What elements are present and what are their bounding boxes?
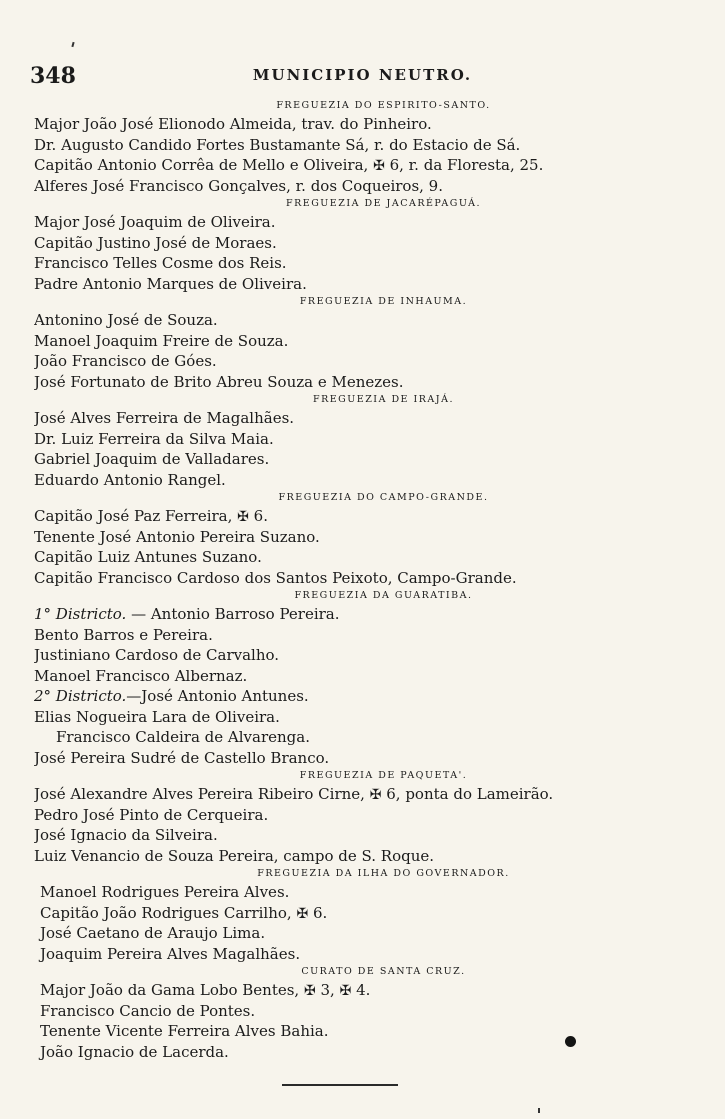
entry-line bbox=[34, 1021, 703, 1042]
entry-text: Capitão Antonio Corrêa de Mello e Oliveira, bbox=[34, 156, 369, 174]
running-title: MUNICIPIO NEUTRO. bbox=[252, 66, 473, 84]
entry-tail: 4. bbox=[356, 981, 371, 999]
entry-text: José Alexandre Alves Pereira Ribeiro Cirne, bbox=[34, 785, 365, 803]
entry-text: Pedro José Pinto de Cerqueira. bbox=[34, 805, 269, 824]
entry-line bbox=[34, 825, 703, 846]
entry-line bbox=[34, 310, 703, 331]
section-heading: FREGUEZIA DA ILHA DO GOVERNADOR. bbox=[257, 868, 510, 879]
entry-tail: 6. bbox=[313, 903, 328, 922]
entry-line bbox=[34, 547, 703, 568]
entry-text: Eduardo Antonio Rangel. bbox=[34, 470, 226, 489]
entry-line bbox=[34, 274, 703, 295]
entry-text: Manoel Francisco Albernaz. bbox=[34, 666, 248, 685]
footer-rule bbox=[282, 1084, 398, 1086]
entry-text: Capitão José Paz Ferreira, bbox=[34, 507, 233, 525]
entry-text: Capitão João Rodrigues Carrilho, bbox=[40, 903, 292, 922]
entry-line bbox=[34, 686, 703, 707]
entry-line bbox=[34, 805, 703, 826]
entry-line bbox=[34, 980, 703, 1001]
entry-line bbox=[34, 625, 703, 646]
entry-line bbox=[34, 784, 703, 805]
section-heading: FREGUEZIA DO CAMPO-GRANDE. bbox=[278, 492, 489, 503]
entry-text: Francisco Caldeira de Alvarenga. bbox=[56, 728, 310, 746]
entry-line bbox=[34, 604, 703, 625]
entry-text: José Ignacio da Silveira. bbox=[34, 826, 218, 844]
order-insignia-icon: ✠ bbox=[369, 787, 382, 803]
entry-line bbox=[34, 429, 703, 450]
entry-text: João Francisco de Góes. bbox=[34, 352, 217, 370]
entry-text: Tenente Vicente Ferreira Alves Bahia. bbox=[40, 1022, 329, 1040]
entry-text: — Antonio Barroso Pereira. bbox=[126, 605, 340, 623]
entry-line bbox=[34, 331, 703, 352]
entry-line bbox=[34, 944, 703, 965]
entry-tail: 3, bbox=[320, 981, 335, 999]
entry-text: Major João da Gama Lobo Bentes, bbox=[40, 981, 300, 999]
entry-text: Dr. Luiz Ferreira da Silva Maia. bbox=[34, 429, 274, 448]
entry-text: Francisco Cancio de Pontes. bbox=[40, 1001, 256, 1020]
page-body bbox=[34, 98, 703, 1062]
section-heading: CURATO DE SANTA CRUZ. bbox=[301, 966, 466, 977]
entry-text: Capitão Luiz Antunes Suzano. bbox=[34, 548, 262, 566]
entry-text: Manoel Joaquim Freire de Souza. bbox=[34, 331, 289, 350]
entry-text: —José Antonio Antunes. bbox=[126, 687, 309, 705]
entry-text: Bento Barros e Pereira. bbox=[34, 625, 213, 644]
entry-text: Alferes José Francisco Gonçalves, r. dos Coqueiros, 9. bbox=[34, 176, 443, 195]
entry-text: José Fortunato de Brito Abreu Souza e Menezes. bbox=[34, 372, 404, 391]
entry-tail: 6, r. da Floresta, 25. bbox=[389, 156, 544, 174]
order-insignia-icon: ✠ bbox=[373, 158, 385, 174]
entry-line bbox=[34, 351, 703, 372]
entry-line bbox=[34, 470, 703, 491]
entry-text: José Alves Ferreira de Magalhães. bbox=[34, 409, 295, 427]
entry-text: Manoel Rodrigues Pereira Alves. bbox=[40, 883, 290, 901]
entry-line bbox=[34, 527, 703, 548]
ink-speck bbox=[538, 1108, 540, 1113]
entry-text: Capitão Francisco Cardoso dos Santos Peixoto, Campo-Grande. bbox=[34, 568, 517, 587]
order-insignia-icon: ✠ bbox=[237, 509, 249, 525]
section-heading: FREGUEZIA DA GUARATIBA. bbox=[294, 590, 473, 601]
entry-line bbox=[34, 135, 703, 156]
entry-text: Joaquim Pereira Alves Magalhães. bbox=[40, 944, 301, 963]
entry-text: Justiniano Cardoso de Carvalho. bbox=[34, 646, 280, 664]
entry-line bbox=[34, 748, 703, 769]
entry-line bbox=[34, 923, 703, 944]
entry-text: Francisco Telles Cosme dos Reis. bbox=[34, 254, 287, 272]
entry-text: Luiz Venancio de Souza Pereira, campo de S. Roque. bbox=[34, 846, 435, 865]
entry-line bbox=[34, 846, 703, 867]
entry-line bbox=[34, 1042, 703, 1063]
entry-text: Major João José Elionodo Almeida, trav. do Pinheiro. bbox=[34, 115, 432, 133]
entry-line bbox=[34, 176, 703, 197]
section-heading: FREGUEZIA DE IRAJÁ. bbox=[313, 394, 454, 405]
entry-text: José Pereira Sudré de Castello Branco. bbox=[34, 748, 330, 767]
entry-tail: 6. bbox=[253, 507, 268, 525]
entry-text: Antonino José de Souza. bbox=[34, 311, 218, 329]
order-insignia-icon: ✠ bbox=[296, 905, 309, 922]
entry-line bbox=[34, 233, 703, 254]
entry-text: Major José Joaquim de Oliveira. bbox=[34, 213, 276, 231]
entry-line bbox=[34, 155, 703, 176]
district-label: 2° Districto. bbox=[34, 687, 127, 705]
entry-line bbox=[34, 506, 703, 527]
entry-text: João Ignacio de Lacerda. bbox=[40, 1042, 229, 1061]
entry-line bbox=[34, 882, 703, 903]
order-insignia-icon: ✠ bbox=[304, 983, 316, 999]
entry-line bbox=[34, 903, 703, 924]
entry-line bbox=[34, 1001, 703, 1022]
entry-line bbox=[34, 449, 703, 470]
entry-line bbox=[34, 707, 703, 728]
entry-text: Tenente José Antonio Pereira Suzano. bbox=[34, 527, 320, 546]
entry-text: Gabriel Joaquim de Valladares. bbox=[34, 450, 270, 468]
entry-line bbox=[34, 666, 703, 687]
section-heading: FREGUEZIA DE JACARÉPAGUÁ. bbox=[286, 198, 481, 209]
entry-line bbox=[34, 372, 703, 393]
entry-text: Padre Antonio Marques de Oliveira. bbox=[34, 274, 307, 293]
entry-line bbox=[34, 114, 703, 135]
order-insignia-icon: ✠ bbox=[339, 983, 352, 999]
district-label: 1° Districto. bbox=[34, 605, 127, 623]
entry-line bbox=[34, 645, 703, 666]
ink-blot bbox=[565, 1036, 576, 1047]
entry-text: José Caetano de Araujo Lima. bbox=[40, 924, 266, 942]
page-number: 348 bbox=[30, 63, 76, 89]
entry-text: Dr. Augusto Candido Fortes Bustamante Sá, r. do Estacio de Sá. bbox=[34, 135, 521, 154]
entry-line bbox=[34, 253, 703, 274]
entry-text: Capitão Justino José de Moraes. bbox=[34, 233, 277, 252]
page-header bbox=[30, 63, 695, 89]
entry-tail: 6, ponta do Lameirão. bbox=[386, 785, 554, 803]
entry-line bbox=[34, 727, 703, 748]
entry-line bbox=[34, 212, 703, 233]
entry-line bbox=[34, 408, 703, 429]
section-heading: FREGUEZIA DE INHAUMA. bbox=[299, 296, 468, 307]
entry-line bbox=[34, 568, 703, 589]
section-heading: FREGUEZIA DE PAQUETA'. bbox=[299, 770, 468, 781]
section-heading: FREGUEZIA DO ESPIRITO-SANTO. bbox=[276, 100, 491, 111]
ink-speck bbox=[71, 42, 74, 47]
entry-text: Elias Nogueira Lara de Oliveira. bbox=[34, 707, 280, 726]
